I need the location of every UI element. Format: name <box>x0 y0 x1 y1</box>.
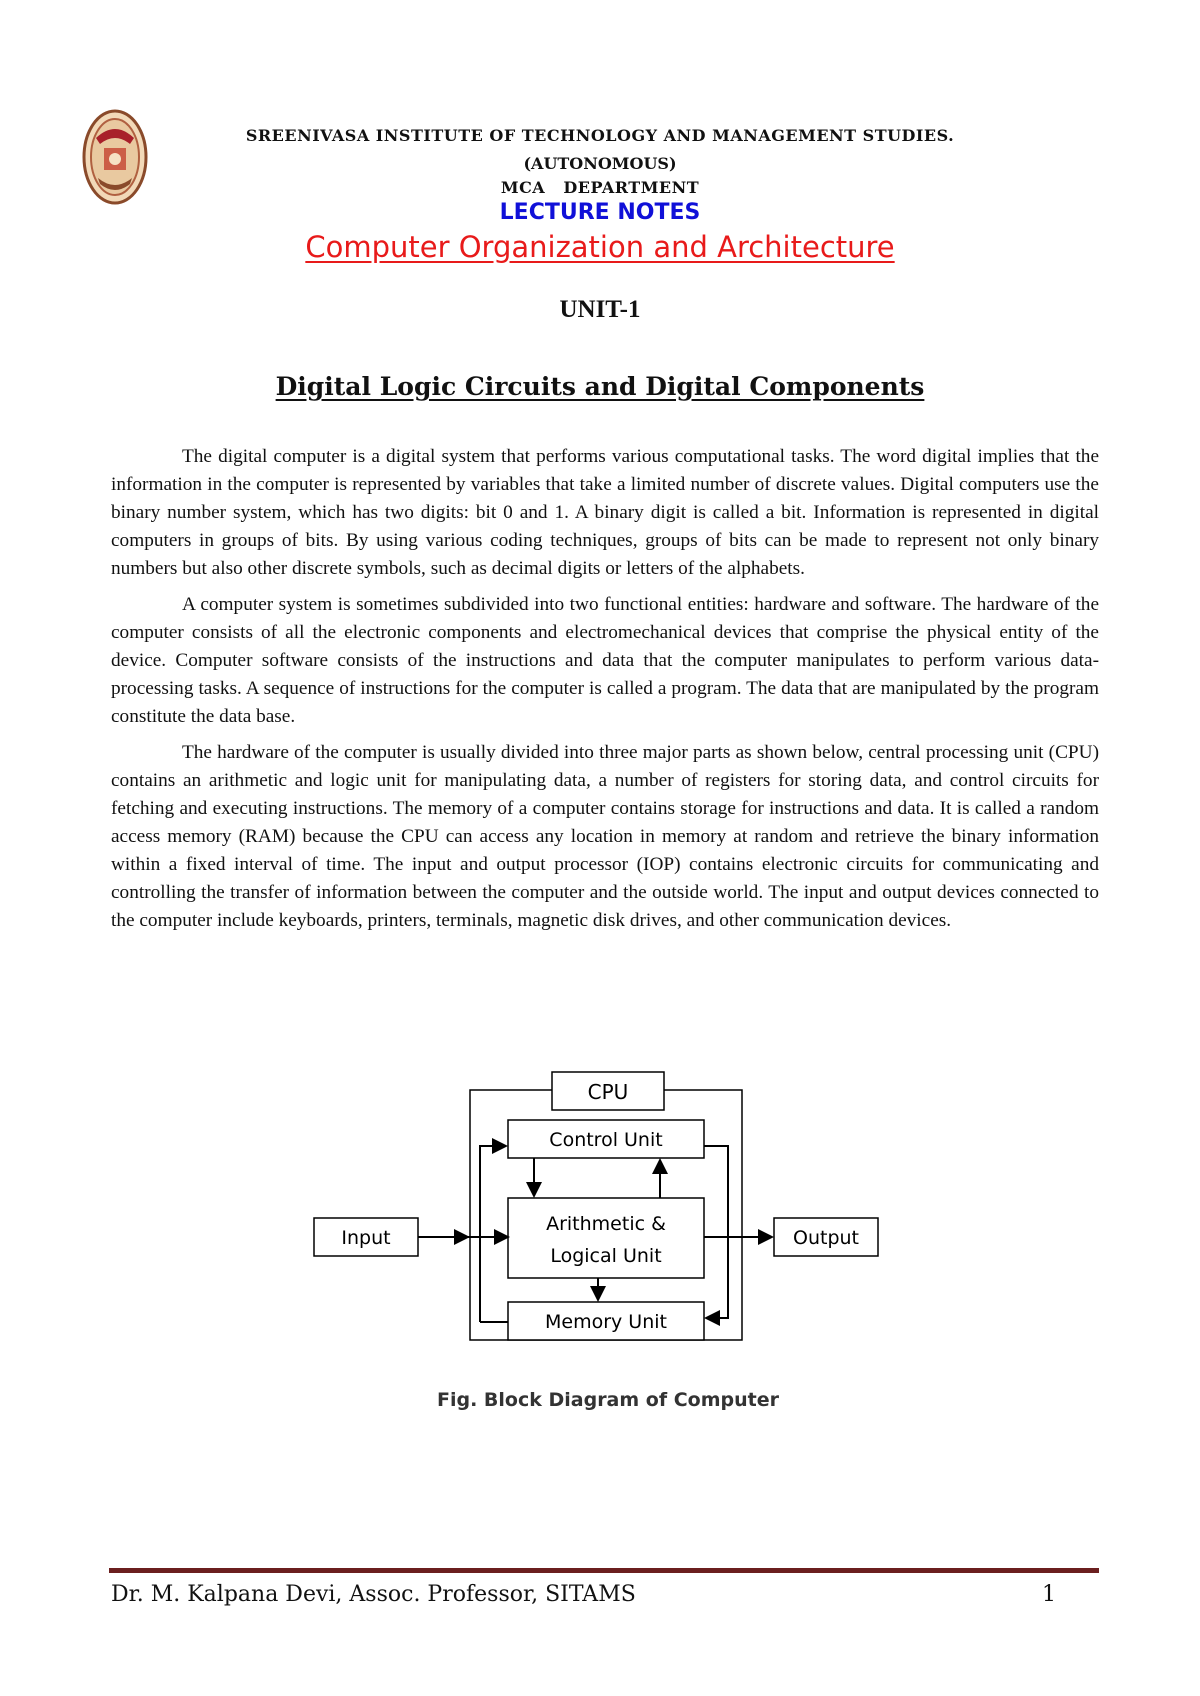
lecture-notes-label: LECTURE NOTES <box>499 200 701 225</box>
paragraph: A computer system is sometimes subdivided into two functional entities: hardware and software. The hardware of the computer consists of all the electronic components and electromechanical devices that comprise the physical entity of the device. Computer software consists of the instructions and data that the computer manipulates to perform various data-processing tasks. A sequence of instructions for the computer is called a program. The data that are manipulated by the program constitute the data base. <box>111 594 1099 727</box>
alu-label-line1: Arithmetic & <box>546 1213 666 1235</box>
memory-unit-label: Memory Unit <box>545 1311 667 1333</box>
paragraph: The digital computer is a digital system that performs various computational tasks. The word digital implies that the information in the computer is represented by variables that take a limited number of discrete values. Digital computers use the binary number system, which has two digits: bit 0 and 1. A binary digit is called a bit. Information is represented in digital computers in groups of bits. By using various coding techniques, groups of bits can be made to represent not only binary numbers but also other discrete symbols, such as decimal digits or letters of the alphabets. <box>111 446 1099 579</box>
chapter-title: Digital Logic Circuits and Digital Components <box>275 372 925 401</box>
paragraph: The hardware of the computer is usually divided into three major parts as shown below, central processing unit (CPU) contains an arithmetic and logic unit for manipulating data, a number of registers for storing data, and control circuits for fetching and executing instructions. The memory of a computer contains storage for instructions and data. It is called a random access memory (RAM) because the CPU can access any location in memory at random and retrieve the binary information within a fixed interval of time. The input and output processor (IOP) contains electronic circuits for communicating and controlling the transfer of information between the computer and the outside world. The input and output devices connected to the computer include keyboards, printers, terminals, magnetic disk drives, and other communication devices. <box>111 742 1099 931</box>
diagram-caption: Fig. Block Diagram of Computer <box>437 1389 779 1411</box>
right-bus-line <box>704 1146 728 1318</box>
footer <box>111 1582 1056 1607</box>
page-number: 1 <box>1042 1582 1056 1607</box>
institute-name: SREENIVASA INSTITUTE OF TECHNOLOGY AND MANAGEMENT STUDIES. <box>245 126 955 145</box>
footer-rule <box>109 1568 1099 1573</box>
cpu-label: CPU <box>587 1080 629 1104</box>
control-unit-label: Control Unit <box>549 1129 663 1151</box>
course-title: Computer Organization and Architecture <box>305 230 895 264</box>
output-label: Output <box>793 1227 859 1249</box>
autonomous-label: (AUTONOMOUS) <box>523 154 677 173</box>
unit-title: UNIT-1 <box>559 296 641 323</box>
alu-label-line2: Logical Unit <box>550 1245 662 1267</box>
department-label: MCA DEPARTMENT <box>500 178 700 197</box>
body-text <box>111 443 1099 943</box>
input-label: Input <box>341 1227 391 1249</box>
block-diagram <box>308 1060 908 1430</box>
left-bus-line <box>480 1146 506 1322</box>
footer-author: Dr. M. Kalpana Devi, Assoc. Professor, SITAMS <box>111 1582 636 1607</box>
